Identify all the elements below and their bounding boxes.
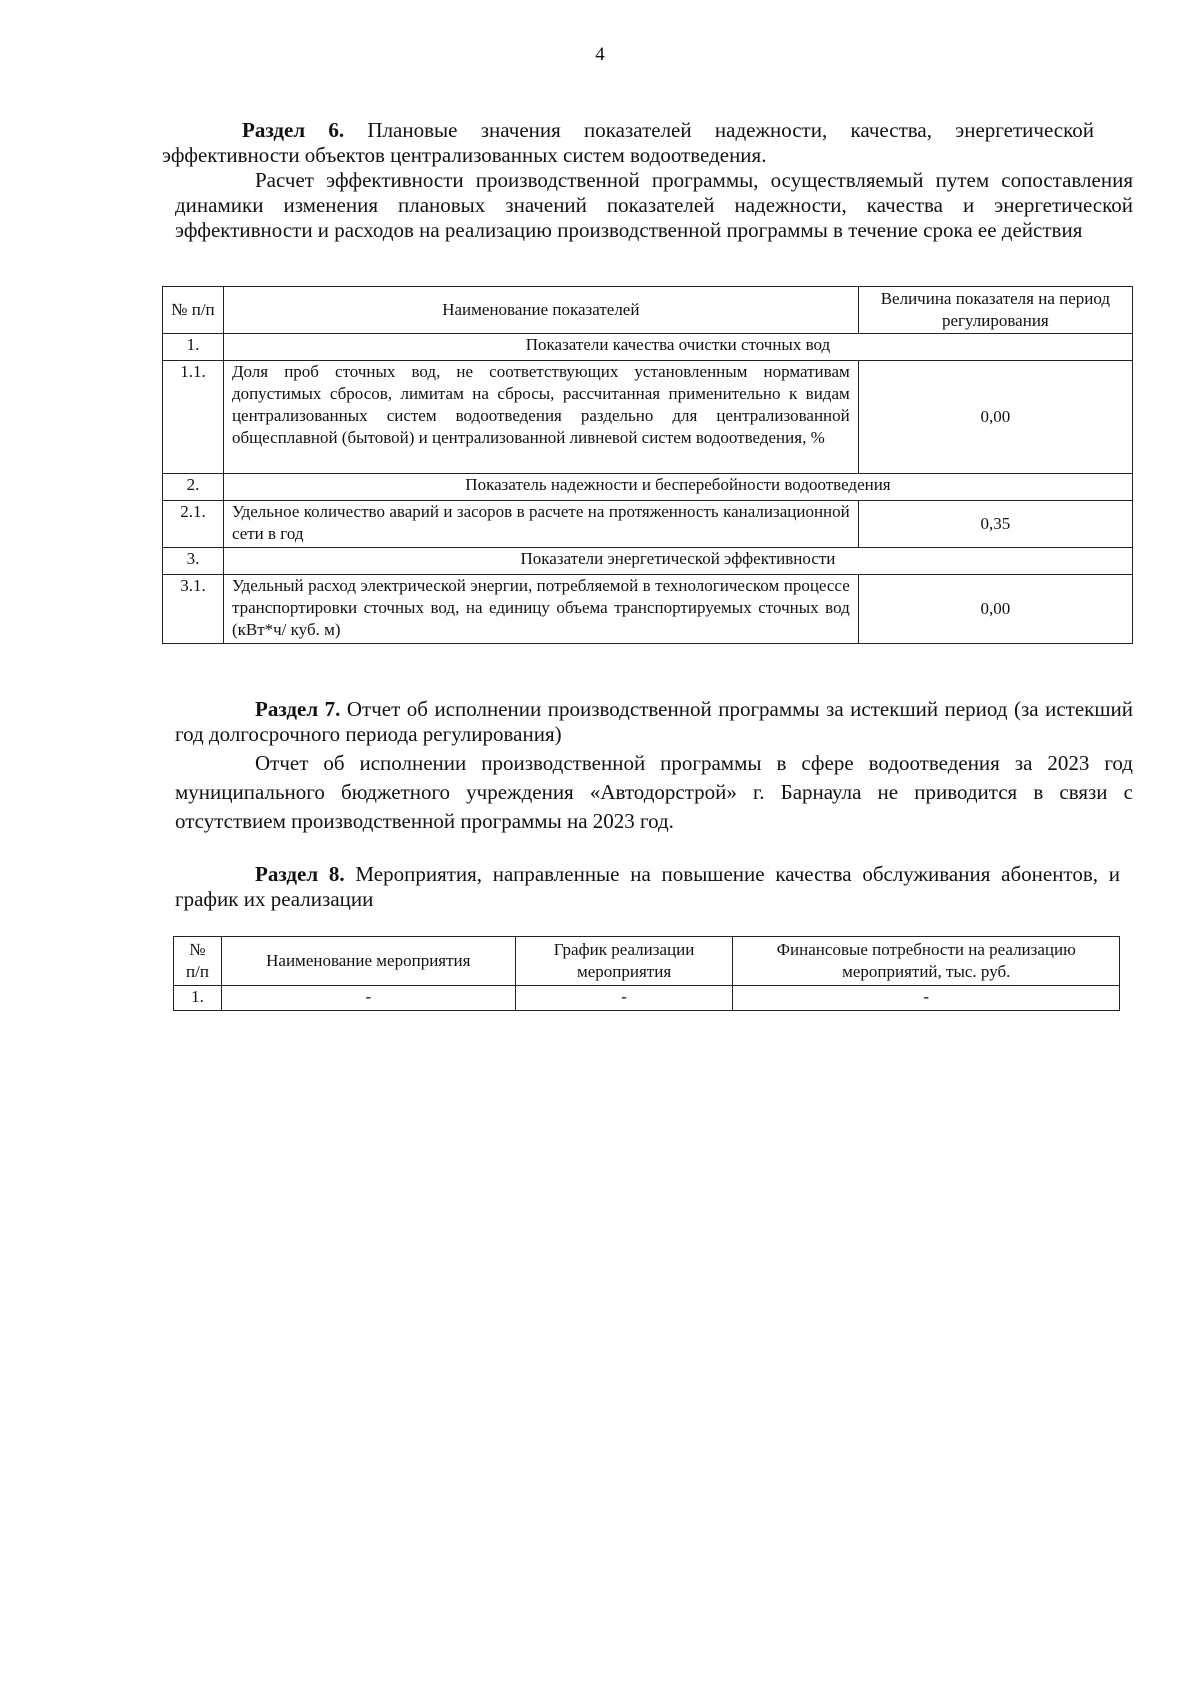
section7-heading-text: Отчет об исполнении производственной программы за истекший период (за истекший год долгосрочного периода регулирования): [175, 697, 1133, 746]
indicator-name: Доля проб сточных вод, не соответствующих установленным нормативам допустимых сбросов, лимитам на сбросы, рассчитанная применительно к видам централизованных систем водоотведения раздельно для централизованной общесплавной (бытовой) и централизованной ливневой систем водоотведения, %: [223, 361, 858, 474]
table-row-group: [163, 474, 1133, 501]
section7-heading: [175, 697, 1133, 747]
table-header-row: [163, 287, 1133, 334]
row-num: 3.1.: [163, 575, 224, 644]
header-name: Наименование показателей: [223, 287, 858, 334]
measure-name: -: [221, 986, 515, 1011]
table-row-group: [163, 548, 1133, 575]
row-num: 1.: [163, 334, 224, 361]
section8-heading-bold: Раздел 8.: [255, 862, 345, 886]
group-title: Показатели качества очистки сточных вод: [223, 334, 1132, 361]
table-row: [163, 501, 1133, 548]
section6-heading-bold: Раздел 6.: [242, 118, 345, 142]
group-title: Показатель надежности и бесперебойности водоотведения: [223, 474, 1132, 501]
table-row-group: [163, 334, 1133, 361]
table-row: [163, 361, 1133, 474]
indicator-value: 0,00: [858, 361, 1132, 474]
header-num: № п/п: [174, 937, 222, 986]
row-num: 3.: [163, 548, 224, 575]
row-num: 2.1.: [163, 501, 224, 548]
table-row: [163, 575, 1133, 644]
measures-table: [173, 936, 1120, 1011]
indicator-name: Удельный расход электрической энергии, потребляемой в технологическом процессе транспортировки сточных вод, на единицу объема транспортируемых сточных вод (кВт*ч/ куб. м): [223, 575, 858, 644]
indicators-table: [162, 286, 1133, 644]
section6-heading: [162, 118, 1094, 168]
header-name: Наименование мероприятия: [221, 937, 515, 986]
row-num: 1.1.: [163, 361, 224, 474]
row-num: 2.: [163, 474, 224, 501]
row-num: 1.: [174, 986, 222, 1011]
group-title: Показатели энергетической эффективности: [223, 548, 1132, 575]
measure-finance: -: [733, 986, 1120, 1011]
header-schedule: График реализации мероприятия: [515, 937, 733, 986]
section8-heading-text: Мероприятия, направленные на повышение качества обслуживания абонентов, и график их реализации: [175, 862, 1120, 911]
indicator-name: Удельное количество аварий и засоров в расчете на протяженность канализационной сети в год: [223, 501, 858, 548]
header-finance: Финансовые потребности на реализацию мероприятий, тыс. руб.: [733, 937, 1120, 986]
section6-heading-text: Плановые значения показателей надежности, качества, энергетической эффективности объектов централизованных систем водоотведения.: [162, 118, 1094, 167]
header-value: Величина показателя на период регулирования: [858, 287, 1132, 334]
header-num: № п/п: [163, 287, 224, 334]
indicator-value: 0,35: [858, 501, 1132, 548]
section8-heading: [175, 862, 1120, 912]
page-number: 4: [595, 44, 605, 65]
measure-schedule: -: [515, 986, 733, 1011]
indicator-value: 0,00: [858, 575, 1132, 644]
section7-heading-bold: Раздел 7.: [255, 697, 341, 721]
section6-intro: Расчет эффективности производственной программы, осуществляемый путем сопоставления динамики изменения плановых значений показателей надежности, качества и энергетической эффективности и расходов на реализацию производственной программы в течение срока ее действия: [175, 168, 1133, 242]
table-header-row: [174, 937, 1120, 986]
section7-body: Отчет об исполнении производственной программы в сфере водоотведения за 2023 год муниципального бюджетного учреждения «Автодорстрой» г. Барнаула не приводится в связи с отсутствием производственной программы на 2023 год.: [175, 751, 1133, 833]
table-row: [174, 986, 1120, 1011]
